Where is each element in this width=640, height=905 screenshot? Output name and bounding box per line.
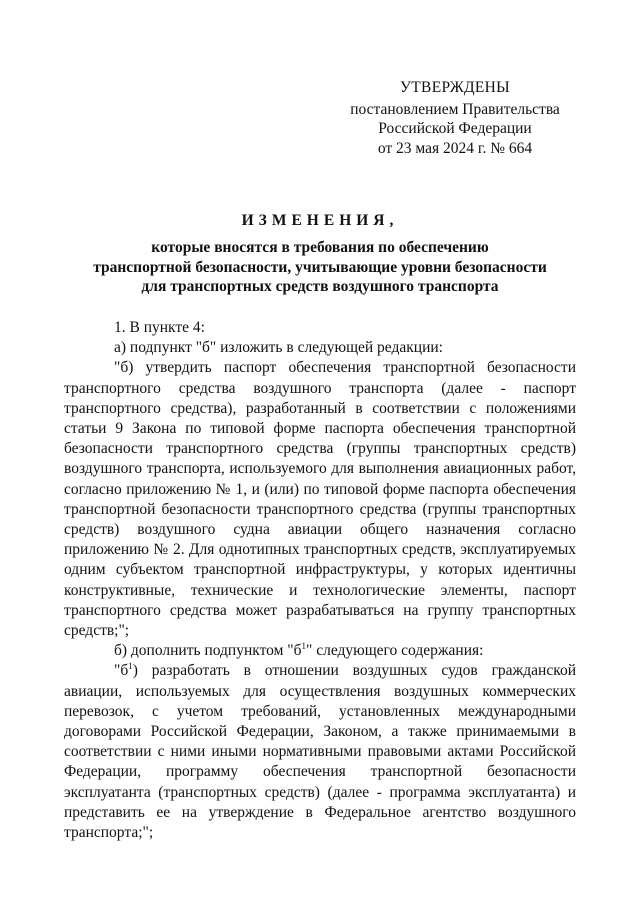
approval-block <box>345 78 565 158</box>
approval-line: от 23 мая 2024 г. № 664 <box>377 139 533 157</box>
superscript: 1 <box>128 661 133 672</box>
paragraph-b1 <box>64 661 576 843</box>
approval-label: УТВЕРЖДЕНЫ <box>400 79 510 96</box>
subtitle-line: для транспортных средств воздушного транспорта <box>141 278 499 295</box>
document-body <box>64 318 576 843</box>
item-1: 1. В пункте 4: <box>114 319 205 336</box>
paragraph-b1-text: ) разработать в отношении воздушных судов гражданской авиации, используемых для осуществления воздушных коммерческих перевозок, с учетом требований, установленных международными договорами Российской Федерации, Законом, а также принимаемыми в соответствии с ними иными нормативными правовыми актами Российской Федерации, программу обеспечения транспортной безопасности эксплуатанта (транспортных средств) (далее - программа эксплуатанта) и представить ее на утверждение в Федеральное агентство воздушного транспорта;"; <box>64 662 576 842</box>
document-subtitle <box>64 238 576 297</box>
document-title: ИЗМЕНЕНИЯ, <box>241 212 399 229</box>
subitem-b-text: " следующего содержания: <box>306 642 484 660</box>
subitem-b-text: б) дополнить подпунктом "б <box>114 642 302 660</box>
subtitle-line: которые вносятся в требования по обеспечению <box>151 239 489 256</box>
paragraph-b: "б) утвердить паспорт обеспечения транспортной безопасности транспортного средства воздушного транспорта (далее - паспорт транспортного средства), разработанный в соответствии с положениями статьи 9 Закона по типовой форме паспорта обеспечения транспортной безопасности транспортного средства (группы транспортных средств) воздушного транспорта, используемого для выполнения авиационных работ, согласно приложению № 1, и (или) по типовой форме паспорта обеспечения транспортной безопасности транспортного средства (группы транспортных средств) воздушного судна авиации общего назначения согласно приложению № 2. Для однотипных транспортных средств, эксплуатируемых одним субъектом транспортной инфраструктуры, у которых идентичны конструктивные, технические и технологические элементы, паспорт транспортного средства может разрабатываться на группу транспортных средств;"; <box>64 359 576 640</box>
superscript: 1 <box>301 641 307 652</box>
subitem-b <box>64 641 576 661</box>
subitem-a: а) подпункт "б" изложить в следующей редакции: <box>114 339 443 357</box>
approval-line: постановлением Правительства <box>350 100 560 118</box>
subtitle-line: транспортной безопасности, учитывающие уровни безопасности <box>93 258 547 276</box>
approval-line: Российской Федерации <box>378 120 532 137</box>
paragraph-b1-text: "б <box>114 662 129 680</box>
